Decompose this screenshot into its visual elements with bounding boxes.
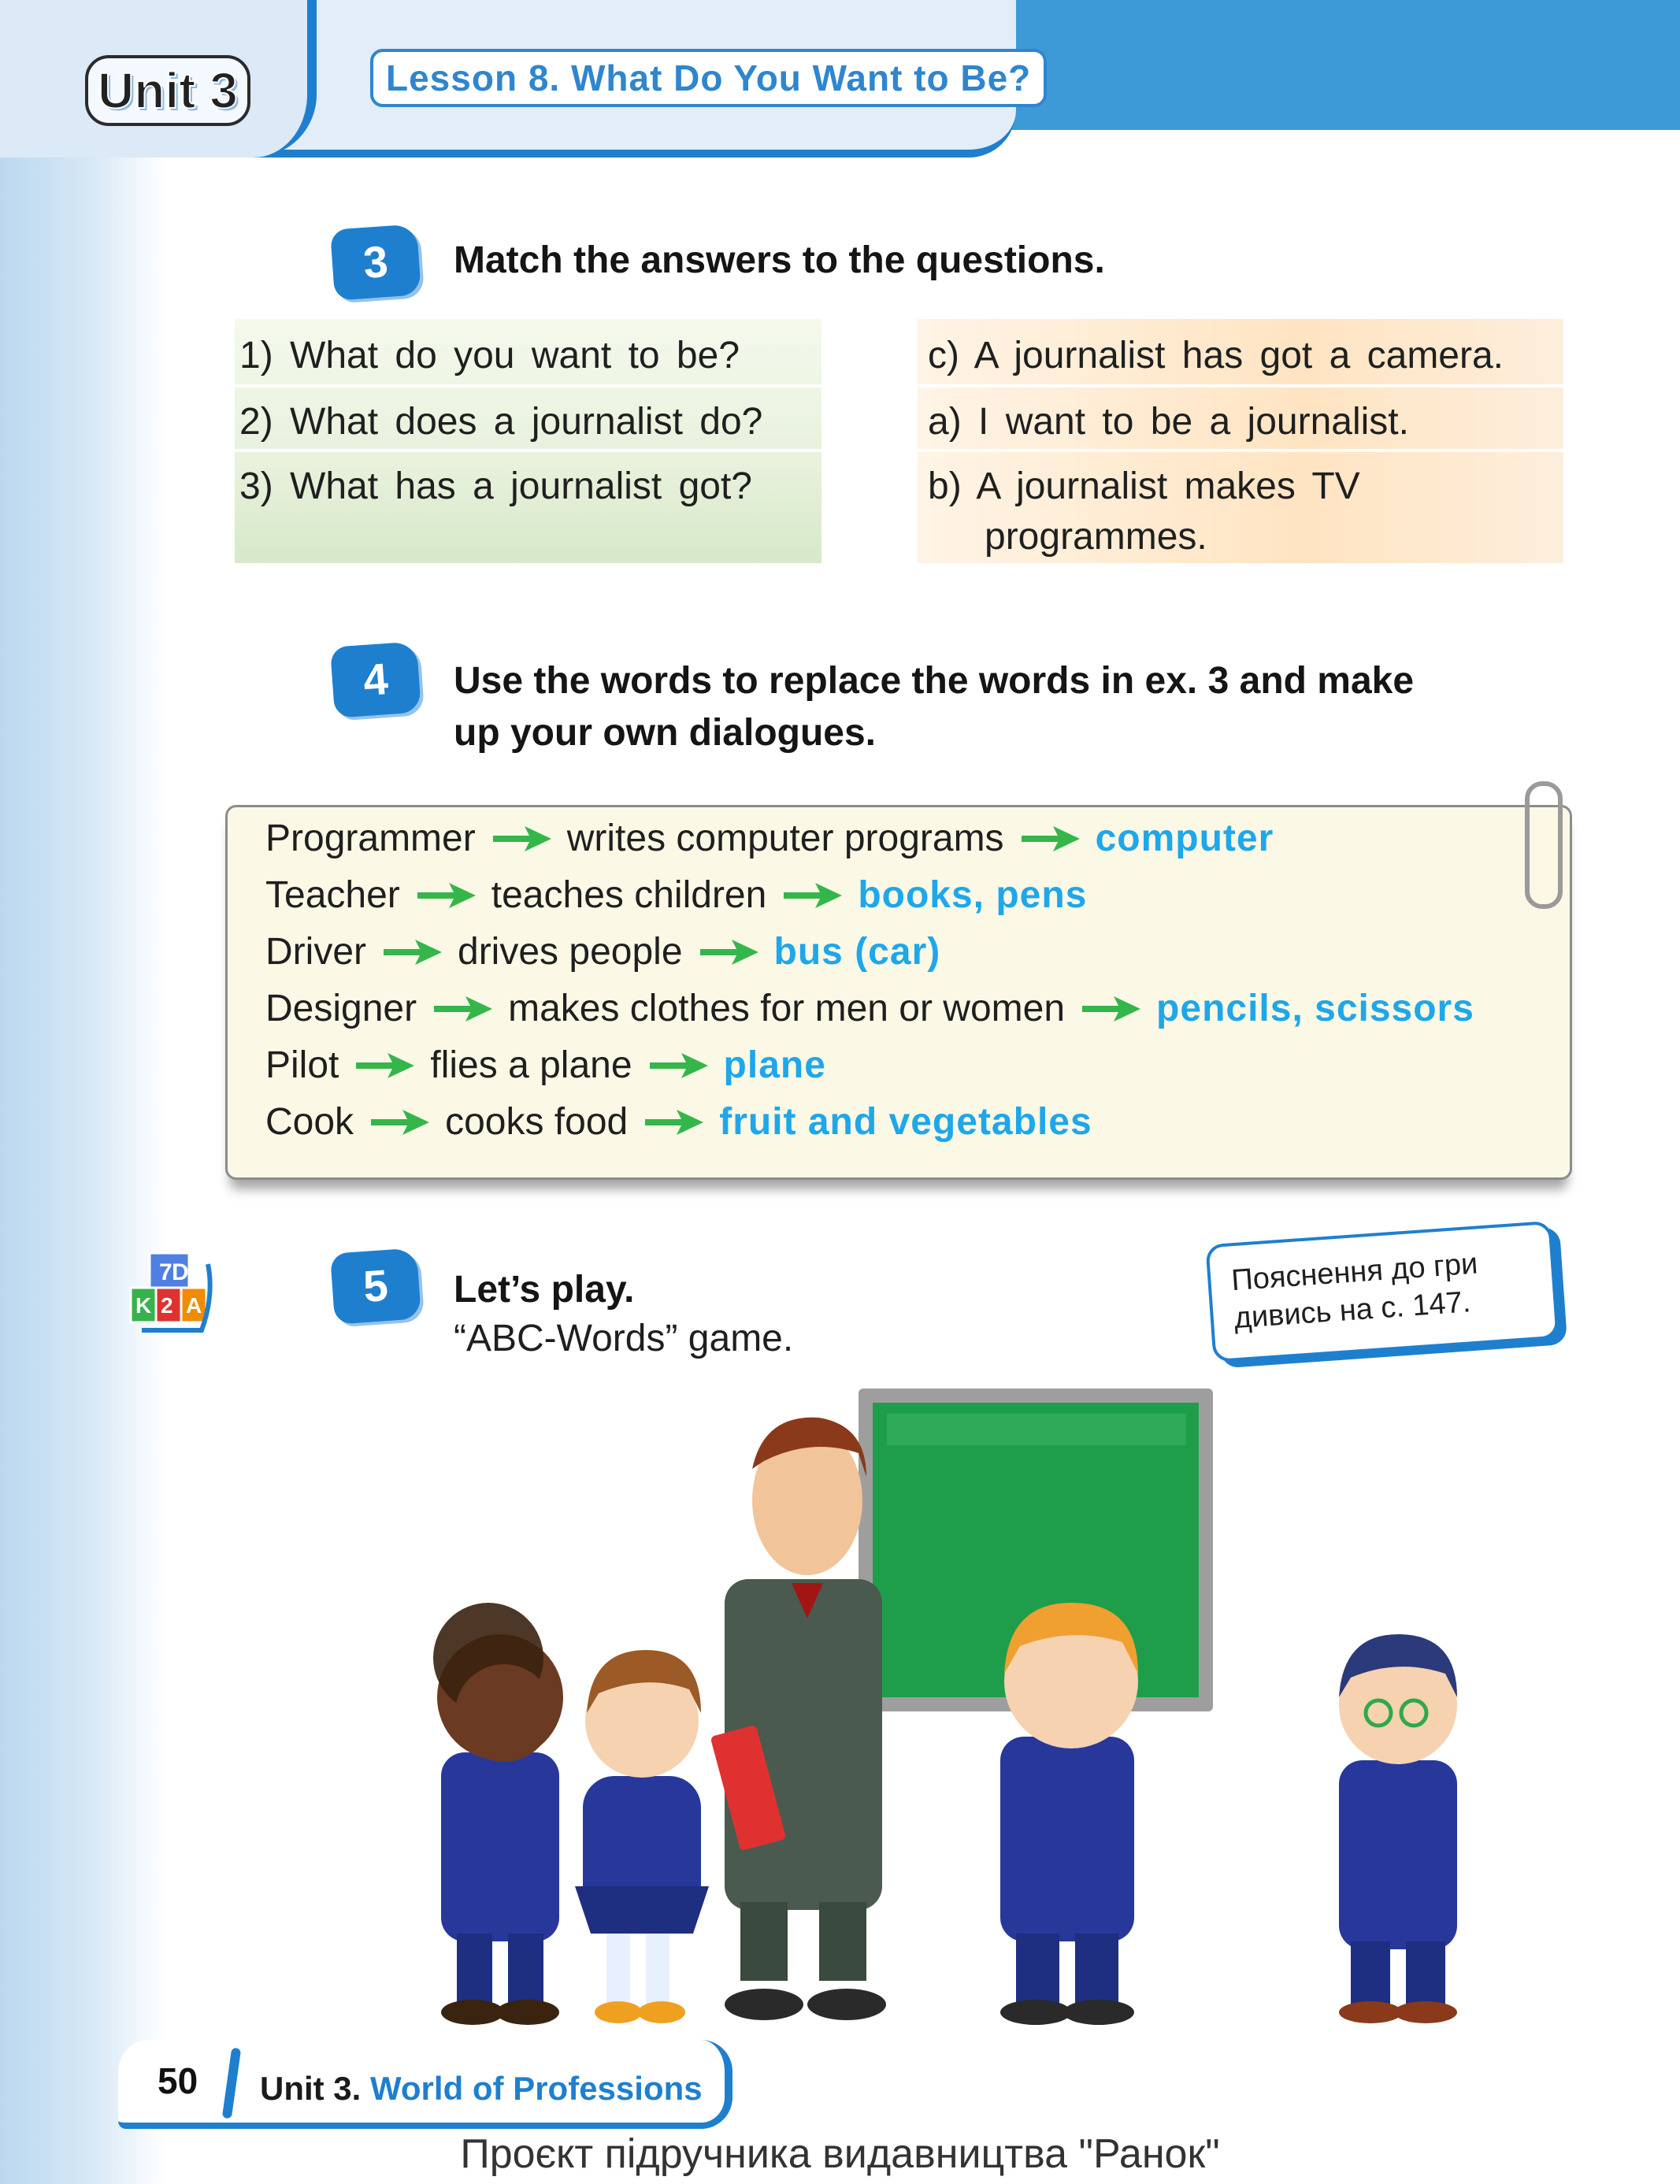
word-row bbox=[265, 1044, 826, 1087]
row-divider bbox=[235, 449, 821, 452]
arrow-right-icon bbox=[368, 1107, 431, 1138]
letter-dice-icon bbox=[126, 1248, 213, 1335]
exercise-4-number: 4 bbox=[330, 641, 421, 717]
dice-letter: 7 bbox=[159, 1259, 172, 1285]
exercise-4-title-line1: Use the words to replace the words in ex. 3 and make bbox=[454, 660, 1415, 702]
exercise-3-title: Match the answers to the questions. bbox=[454, 239, 1105, 281]
child-figure bbox=[1339, 1634, 1457, 2023]
profession-action: flies a plane bbox=[430, 1044, 632, 1086]
profession-word: Driver bbox=[265, 931, 366, 973]
arrow-right-icon bbox=[380, 936, 443, 968]
footer-unit-prefix: Unit 3. bbox=[260, 2070, 362, 2107]
dice-letter: D bbox=[172, 1259, 189, 1285]
exercise-5-subtitle: “ABC-Words” game. bbox=[454, 1318, 794, 1359]
arrow-right-icon bbox=[414, 880, 477, 911]
game-note-line1: Пояснення до гри bbox=[1230, 1247, 1479, 1298]
word-list-card bbox=[225, 805, 1572, 1180]
exercise-5-number: 5 bbox=[330, 1248, 421, 1324]
profession-word: Designer bbox=[265, 988, 417, 1029]
answer-b-continued: programmes. bbox=[985, 516, 1207, 558]
arrow-right-icon bbox=[781, 880, 844, 911]
word-row bbox=[265, 817, 1274, 860]
profession-item: books, pens bbox=[858, 874, 1088, 916]
profession-action: writes computer programs bbox=[566, 818, 1004, 859]
answer-b: b) A journalist makes TV bbox=[928, 465, 1360, 507]
word-row bbox=[265, 873, 1087, 917]
arrow-right-icon bbox=[642, 1107, 705, 1138]
game-note bbox=[1205, 1221, 1559, 1363]
answer-c: c) A journalist has got a camera. bbox=[928, 335, 1504, 376]
arrow-right-icon bbox=[647, 1050, 710, 1081]
publisher-watermark: Проєкт підручника видавництва "Ранок" bbox=[460, 2131, 1220, 2177]
paperclip-icon bbox=[1525, 781, 1563, 909]
arrow-right-icon bbox=[1079, 993, 1142, 1025]
profession-item: computer bbox=[1095, 818, 1274, 859]
answer-a: a) I want to be a journalist. bbox=[928, 401, 1409, 443]
profession-word: Cook bbox=[265, 1101, 354, 1143]
question-2: 2) What does a journalist do? bbox=[239, 401, 763, 443]
profession-item: fruit and vegetables bbox=[719, 1101, 1092, 1143]
arrow-right-icon bbox=[431, 993, 494, 1025]
profession-action: teaches children bbox=[491, 874, 767, 916]
unit-label: Unit 3 bbox=[85, 55, 250, 126]
exercise-5-title: Let’s play. bbox=[454, 1269, 635, 1311]
page-number: 50 bbox=[158, 2060, 198, 2101]
word-row bbox=[265, 1100, 1092, 1144]
arrow-right-icon bbox=[353, 1050, 416, 1081]
classroom-illustration bbox=[394, 1382, 1528, 2036]
child-figure bbox=[575, 1650, 709, 2023]
profession-action: makes clothes for men or women bbox=[508, 988, 1066, 1029]
row-divider bbox=[918, 384, 1563, 387]
question-3: 3) What has a journalist got? bbox=[239, 465, 752, 507]
footer-unit-title bbox=[260, 2070, 703, 2108]
profession-word: Programmer bbox=[265, 818, 476, 859]
footer-unit-name: World of Professions bbox=[370, 2070, 703, 2107]
profession-action: drives people bbox=[458, 931, 683, 973]
question-1: 1) What do you want to be? bbox=[239, 335, 740, 376]
game-note-line2: дивись на с. 147. bbox=[1233, 1285, 1472, 1336]
row-divider bbox=[918, 449, 1563, 452]
teacher-figure bbox=[710, 1418, 886, 2020]
child-figure bbox=[1000, 1603, 1138, 2025]
exercise-3-number: 3 bbox=[330, 224, 421, 300]
header-blue-band bbox=[992, 0, 1680, 130]
dice-letter: 2 bbox=[161, 1293, 173, 1318]
profession-word: Pilot bbox=[265, 1044, 339, 1086]
word-row bbox=[265, 987, 1474, 1030]
dice-letter: A bbox=[186, 1293, 202, 1318]
profession-item: bus (car) bbox=[773, 931, 941, 973]
profession-item: plane bbox=[723, 1044, 826, 1086]
arrow-right-icon bbox=[697, 936, 760, 968]
row-divider bbox=[235, 384, 821, 387]
dice-letter: K bbox=[135, 1293, 152, 1318]
word-row bbox=[265, 930, 940, 973]
lesson-title: Lesson 8. What Do You Want to Be? bbox=[370, 49, 1047, 107]
arrow-right-icon bbox=[1018, 823, 1081, 855]
arrow-right-icon bbox=[490, 823, 553, 855]
child-figure bbox=[433, 1603, 563, 2025]
profession-word: Teacher bbox=[265, 874, 400, 916]
profession-item: pencils, scissors bbox=[1156, 988, 1474, 1029]
exercise-4-title-line2: up your own dialogues. bbox=[454, 712, 877, 754]
profession-action: cooks food bbox=[445, 1101, 629, 1143]
page-margin-strip bbox=[0, 0, 165, 2184]
